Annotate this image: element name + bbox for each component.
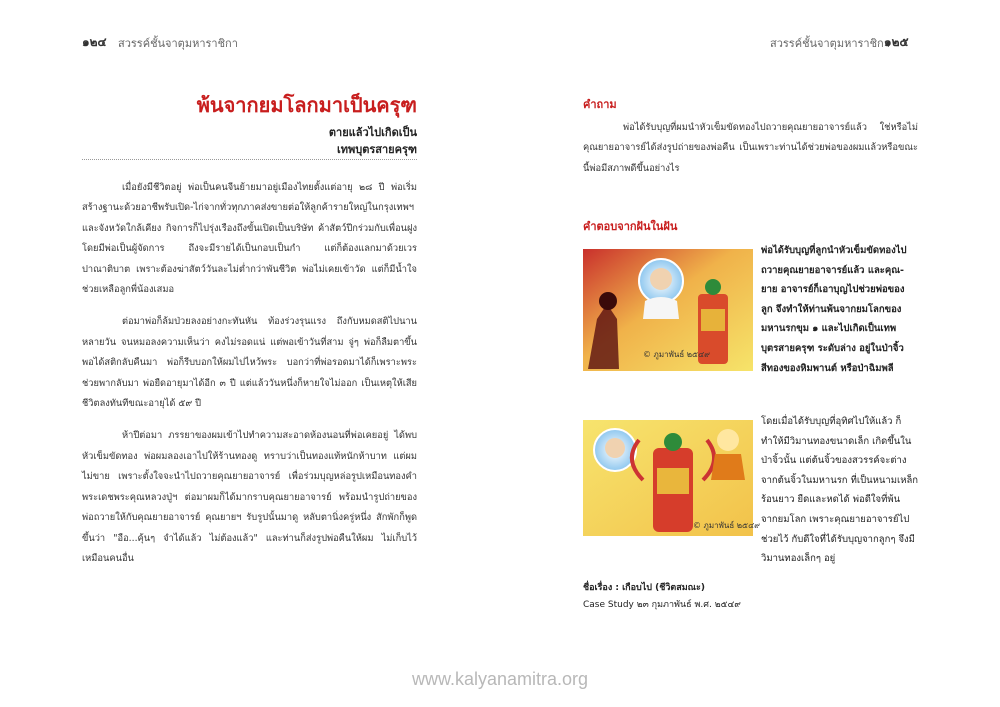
- article-paragraph: ห้าปีต่อมา ภรรยาของผมเข้าไปทำความสะอาดห้องนอนที่พ่อเคยอยู่ ได้พบหัวเข็มขัดทอง พ่อผมลองเอาไปให้ร้านทองดู ทราบว่าเป็นทองแท้หนักห้าบาท แต่ผมไม่ขาย เพราะตั้งใจจะนำไปถวายคุณยายอาจารย์ เพื่อร่วมบุญหล่อรูปเหมือนทองคำพระเดชพระคุณหลวงปู่ฯ ต่อมาผมก็ได้มากราบคุณยายอาจารย์ พร้อมนำรูปถ่ายของพ่อถวายให้กับคุณยายอาจารย์ คุณยายฯ รับรูปนั้นมาดู หลับตานิ่งครู่หนึ่ง สักพักก็พูดขึ้นว่า "อือ...คุ้นๆ จำได้แล้ว ไม่ต้องแล้ว" และท่านก็ส่งรูปพ่อคืนให้ผม ไม่เก็บไว้เหมือนคนอื่น: [82, 430, 417, 564]
- yama-garuda-illustration: [583, 249, 753, 371]
- article-title: พ้นจากยมโลกมาเป็นครุฑ: [196, 93, 417, 117]
- answer-line: บุตรสายครุฑ ระดับล่าง อยู่ในป่าจิ้ว: [761, 342, 904, 354]
- right-page-number: ๑๒๕: [884, 35, 909, 49]
- story-title: ชื่อเรื่อง : เกือบไป (ชีวิตสมณะ): [583, 583, 705, 593]
- left-running-title: สวรรค์ชั้นจาตุมหาราชิกา: [118, 37, 238, 50]
- answer-block-1: [761, 241, 926, 378]
- image-caption-2: © ภูมาพันธ์ ๒๕๔๙: [693, 521, 760, 530]
- article-body: [82, 178, 417, 569]
- answer-line: ถวายคุณยายอาจารย์แล้ว และคุณ-: [761, 264, 904, 276]
- garuda-deity-illustration: [583, 420, 760, 536]
- subtitle-line-1: ตายแล้วไปเกิดเป็น: [328, 126, 417, 139]
- answer-line: จากต้นจิ้วในมหานรก ที่เป็นหนามเหล็ก: [761, 474, 919, 486]
- answer-line: ยาย อาจารย์ก็เอาบุญไปช่วยพ่อของ: [761, 284, 905, 296]
- answer-line: โดยเมื่อได้รับบุญที่อุทิศไปให้แล้ว ก็: [761, 416, 902, 427]
- dream-illustration-1: [583, 249, 753, 371]
- article-subtitle: [150, 124, 417, 158]
- right-running-title: สวรรค์ชั้นจาตุมหาราชิกา: [770, 37, 890, 50]
- dream-illustration-2: [583, 420, 760, 536]
- question-heading: คำถาม: [583, 98, 617, 111]
- answer-line: ป่าจิ้วนั้น แต่ต้นจิ้วของสวรรค์จะต่าง: [761, 455, 907, 467]
- subtitle-line-2: เทพบุตรสายครุฑ: [336, 143, 417, 156]
- answer-line: วิมานทองเล็กๆ อยู่: [761, 553, 836, 565]
- website-footer: www.kalyanamitra.org: [411, 669, 589, 689]
- left-page-number: ๑๒๔: [82, 35, 107, 49]
- image-caption-1: © ภูมาพันธ์ ๒๕๔๙: [643, 350, 710, 359]
- answer-block-2: [761, 412, 926, 569]
- answer-line: ทำให้มีวิมานทองขนาดเล็ก เกิดขึ้นใน: [761, 435, 912, 447]
- answer-line: ลูก จึงทำให้ท่านพ้นจากยมโลกของ: [761, 303, 902, 315]
- question-text: พ่อได้รับบุญที่ผมนำหัวเข็มขัดทองไปถวายคุณยายอาจารย์แล้ว ใช่หรือไม่ คุณยายอาจารย์ได้ส่งรูปถ่ายของพ่อคืน เป็นเพราะท่านได้ช่วยพ่อของผมแล้วหรือขณะนี้พ่อมีสภาพดีขึ้นอย่างไร: [583, 122, 918, 174]
- answer-heading: คำตอบจากฝันในฝัน: [583, 220, 678, 233]
- answer-line: สีทองของหิมพานต์ หรือป่าฉิมพลี: [761, 362, 894, 374]
- answer-line: ช่วยไว้ กับดีใจที่ได้รับบุญจากลูกๆ จึงมี: [761, 533, 915, 545]
- article-paragraph: เมื่อยังมีชีวิตอยู่ พ่อเป็นคนจีนย้ายมาอยู่เมืองไทยตั้งแต่อายุ ๒๘ ปี พ่อเริ่มสร้างฐานะด้วยอาชีพรับเปิด-ไก่จากทั่วทุกภาคส่งขายต่อให้ลูกค้ารายใหญ่ในกรุงเทพฯและจังหวัดใกล้เคียง กิจการก็ไปรุ่งเรืองถึงขั้นเปิดเป็นบริษัท ค้าสัตว์ปีกร่วมกับเพื่อนฝูง โดยมีพ่อเป็นผู้จัดการ ถึงจะมีรายได้เป็นกอบเป็นกำ แต่ก็ต้องแลกมาด้วยเวรปาณาติบาต เพราะต้องฆ่าสัตว์วันละไม่ต่ำกว่าพันชีวิต พ่อไม่เคยเข้าวัด แต่ก็มีน้ำใจช่วยเหลือลูกพี่น้องเสมอ: [82, 182, 417, 296]
- answer-line: จากยมโลก เพราะคุณยายอาจารย์ไป: [761, 513, 910, 525]
- answer-line: พ่อได้รับบุญที่ลูกนำหัวเข็มขัดทองไป: [761, 245, 907, 256]
- answer-line: มหานรกขุม ๑ และไปเกิดเป็นเทพ: [761, 323, 897, 335]
- case-study-line: Case Study ๒๓ กุมภาพันธ์ พ.ศ. ๒๕๔๙: [583, 600, 741, 610]
- answer-line: ร้อนยาว ยืดและหดได้ พ่อดีใจที่พ้น: [761, 494, 901, 506]
- article-paragraph: ต่อมาพ่อก็ล้มป่วยลงอย่างกะทันหัน ท้องร่วงรุนแรง ถึงกับหมดสติไปนานหลายวัน จนหมอลงความเห็นว่า คงไม่รอดแน่ แต่พอเข้าวันที่สาม จู่ๆ พ่อก็ลืมตาขึ้น พอได้สติกลับคืนมา พ่อก็รีบบอกให้ผมไปไหว้พระ บอกว่าที่พ่อรอดมาได้ก็เพราะพระช่วยพากลับมา พ่อยืดอายุมาได้อีก ๓ ปี แต่แล้ววันหนึ่งก็หายใจไม่ออก เป็นเหตุให้เสียชีวิตลงทันทีขณะอายุได้ ๕๙ ปี: [82, 316, 417, 410]
- title-divider: [82, 159, 417, 160]
